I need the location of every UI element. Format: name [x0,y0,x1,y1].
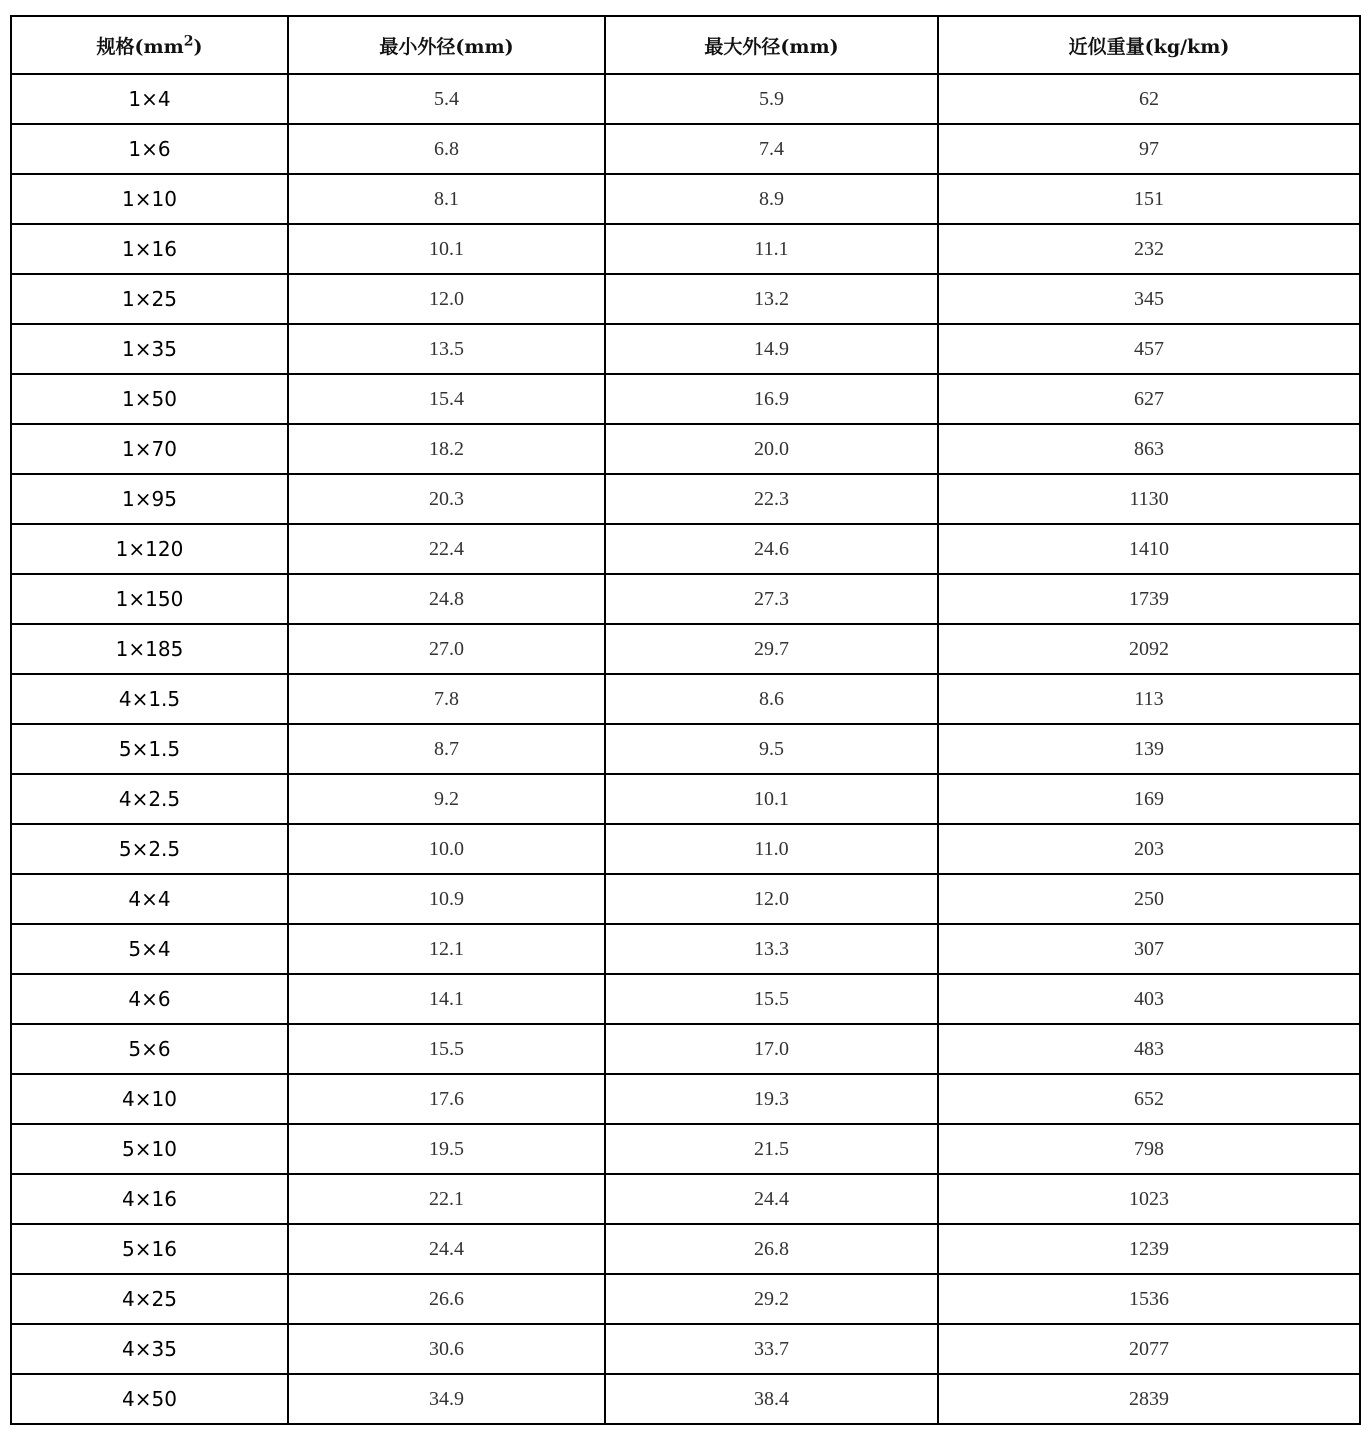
cell-spec: 4×25 [11,1274,288,1324]
cell-min-outer-diameter: 8.7 [288,724,605,774]
header-spec-superscript: 2 [183,33,194,50]
cell-approx-weight: 2839 [938,1374,1360,1424]
cell-approx-weight: 62 [938,74,1360,124]
table-row [11,1274,1360,1324]
cell-min-outer-diameter: 18.2 [288,424,605,474]
cell-approx-weight: 483 [938,1024,1360,1074]
cell-min-outer-diameter: 30.6 [288,1324,605,1374]
cell-min-outer-diameter: 12.1 [288,924,605,974]
header-max-outer-diameter: 最大外径(mm) [605,16,938,74]
cell-min-outer-diameter: 5.4 [288,74,605,124]
table-row [11,624,1360,674]
cell-min-outer-diameter: 26.6 [288,1274,605,1324]
cell-spec: 1×185 [11,624,288,674]
cell-min-outer-diameter: 15.4 [288,374,605,424]
cell-spec: 1×25 [11,274,288,324]
cell-approx-weight: 798 [938,1124,1360,1174]
cell-max-outer-diameter: 11.1 [605,224,938,274]
table-row [11,1174,1360,1224]
table-row [11,924,1360,974]
cell-approx-weight: 203 [938,824,1360,874]
table-row [11,1224,1360,1274]
cell-min-outer-diameter: 20.3 [288,474,605,524]
table-row [11,224,1360,274]
cell-approx-weight: 139 [938,724,1360,774]
cell-spec: 5×4 [11,924,288,974]
cell-min-outer-diameter: 8.1 [288,174,605,224]
table-row [11,674,1360,724]
cell-max-outer-diameter: 13.3 [605,924,938,974]
cell-min-outer-diameter: 27.0 [288,624,605,674]
cell-approx-weight: 2092 [938,624,1360,674]
table-header [11,16,1360,74]
cell-min-outer-diameter: 7.8 [288,674,605,724]
table-row [11,324,1360,374]
cell-approx-weight: 97 [938,124,1360,174]
cell-approx-weight: 1023 [938,1174,1360,1224]
cell-min-outer-diameter: 12.0 [288,274,605,324]
cell-approx-weight: 457 [938,324,1360,374]
cell-spec: 1×70 [11,424,288,474]
cell-max-outer-diameter: 9.5 [605,724,938,774]
cell-spec: 1×95 [11,474,288,524]
cell-max-outer-diameter: 22.3 [605,474,938,524]
cell-approx-weight: 345 [938,274,1360,324]
table-row [11,174,1360,224]
header-min-outer-diameter: 最小外径(mm) [288,16,605,74]
cell-spec: 1×50 [11,374,288,424]
cell-min-outer-diameter: 19.5 [288,1124,605,1174]
cell-spec: 4×16 [11,1174,288,1224]
cell-max-outer-diameter: 24.4 [605,1174,938,1224]
table-row [11,1124,1360,1174]
cell-spec: 4×10 [11,1074,288,1124]
cell-spec: 1×35 [11,324,288,374]
cell-min-outer-diameter: 24.8 [288,574,605,624]
cell-approx-weight: 1239 [938,1224,1360,1274]
table-body [11,74,1360,1424]
table-row [11,424,1360,474]
cell-approx-weight: 232 [938,224,1360,274]
table-row [11,524,1360,574]
cell-approx-weight: 307 [938,924,1360,974]
header-row [11,16,1360,74]
cell-min-outer-diameter: 17.6 [288,1074,605,1124]
cell-approx-weight: 1536 [938,1274,1360,1324]
cell-min-outer-diameter: 10.0 [288,824,605,874]
cell-spec: 1×150 [11,574,288,624]
cell-min-outer-diameter: 13.5 [288,324,605,374]
table-row [11,974,1360,1024]
cell-min-outer-diameter: 9.2 [288,774,605,824]
cell-spec: 1×6 [11,124,288,174]
cell-spec: 4×35 [11,1324,288,1374]
cell-min-outer-diameter: 22.4 [288,524,605,574]
cell-approx-weight: 1739 [938,574,1360,624]
cell-max-outer-diameter: 33.7 [605,1324,938,1374]
cell-spec: 5×1.5 [11,724,288,774]
table-row [11,874,1360,924]
cell-max-outer-diameter: 27.3 [605,574,938,624]
cell-spec: 1×16 [11,224,288,274]
cell-max-outer-diameter: 10.1 [605,774,938,824]
cell-max-outer-diameter: 5.9 [605,74,938,124]
cell-min-outer-diameter: 10.9 [288,874,605,924]
table-row [11,574,1360,624]
cell-min-outer-diameter: 24.4 [288,1224,605,1274]
cell-min-outer-diameter: 15.5 [288,1024,605,1074]
header-spec [11,16,288,74]
table-row [11,274,1360,324]
cell-min-outer-diameter: 10.1 [288,224,605,274]
cell-min-outer-diameter: 14.1 [288,974,605,1024]
cell-max-outer-diameter: 7.4 [605,124,938,174]
cell-approx-weight: 627 [938,374,1360,424]
cell-approx-weight: 250 [938,874,1360,924]
cell-spec: 5×16 [11,1224,288,1274]
cell-max-outer-diameter: 8.9 [605,174,938,224]
cell-max-outer-diameter: 8.6 [605,674,938,724]
cell-max-outer-diameter: 17.0 [605,1024,938,1074]
cell-approx-weight: 1130 [938,474,1360,524]
cell-max-outer-diameter: 24.6 [605,524,938,574]
table-row [11,124,1360,174]
cell-max-outer-diameter: 13.2 [605,274,938,324]
cell-approx-weight: 151 [938,174,1360,224]
cell-min-outer-diameter: 34.9 [288,1374,605,1424]
cell-spec: 5×10 [11,1124,288,1174]
table-row [11,474,1360,524]
cell-max-outer-diameter: 20.0 [605,424,938,474]
cell-spec: 1×120 [11,524,288,574]
cell-max-outer-diameter: 19.3 [605,1074,938,1124]
cell-approx-weight: 652 [938,1074,1360,1124]
cell-max-outer-diameter: 21.5 [605,1124,938,1174]
table-row [11,1374,1360,1424]
cell-max-outer-diameter: 14.9 [605,324,938,374]
header-approx-weight: 近似重量(kg/km) [938,16,1360,74]
header-spec-close: ) [193,35,203,58]
cell-approx-weight: 403 [938,974,1360,1024]
table-row [11,1024,1360,1074]
cell-max-outer-diameter: 12.0 [605,874,938,924]
cell-spec: 1×4 [11,74,288,124]
cell-approx-weight: 863 [938,424,1360,474]
cell-max-outer-diameter: 29.7 [605,624,938,674]
cell-spec: 4×2.5 [11,774,288,824]
table-row [11,1324,1360,1374]
cell-spec: 1×10 [11,174,288,224]
table-row [11,724,1360,774]
table-row [11,374,1360,424]
cell-max-outer-diameter: 15.5 [605,974,938,1024]
cell-approx-weight: 169 [938,774,1360,824]
cell-min-outer-diameter: 6.8 [288,124,605,174]
cell-spec: 5×2.5 [11,824,288,874]
cell-approx-weight: 1410 [938,524,1360,574]
cell-max-outer-diameter: 38.4 [605,1374,938,1424]
header-spec-label: 规格(mm [96,35,184,58]
table-row [11,1074,1360,1124]
cell-spec: 4×6 [11,974,288,1024]
table-row [11,774,1360,824]
cell-spec: 4×4 [11,874,288,924]
cell-max-outer-diameter: 16.9 [605,374,938,424]
cell-max-outer-diameter: 26.8 [605,1224,938,1274]
cell-spec: 4×50 [11,1374,288,1424]
cell-min-outer-diameter: 22.1 [288,1174,605,1224]
table-row [11,74,1360,124]
cell-approx-weight: 2077 [938,1324,1360,1374]
cell-max-outer-diameter: 29.2 [605,1274,938,1324]
cable-spec-table [10,15,1361,1425]
cell-approx-weight: 113 [938,674,1360,724]
cell-max-outer-diameter: 11.0 [605,824,938,874]
cell-spec: 4×1.5 [11,674,288,724]
cell-spec: 5×6 [11,1024,288,1074]
table-row [11,824,1360,874]
